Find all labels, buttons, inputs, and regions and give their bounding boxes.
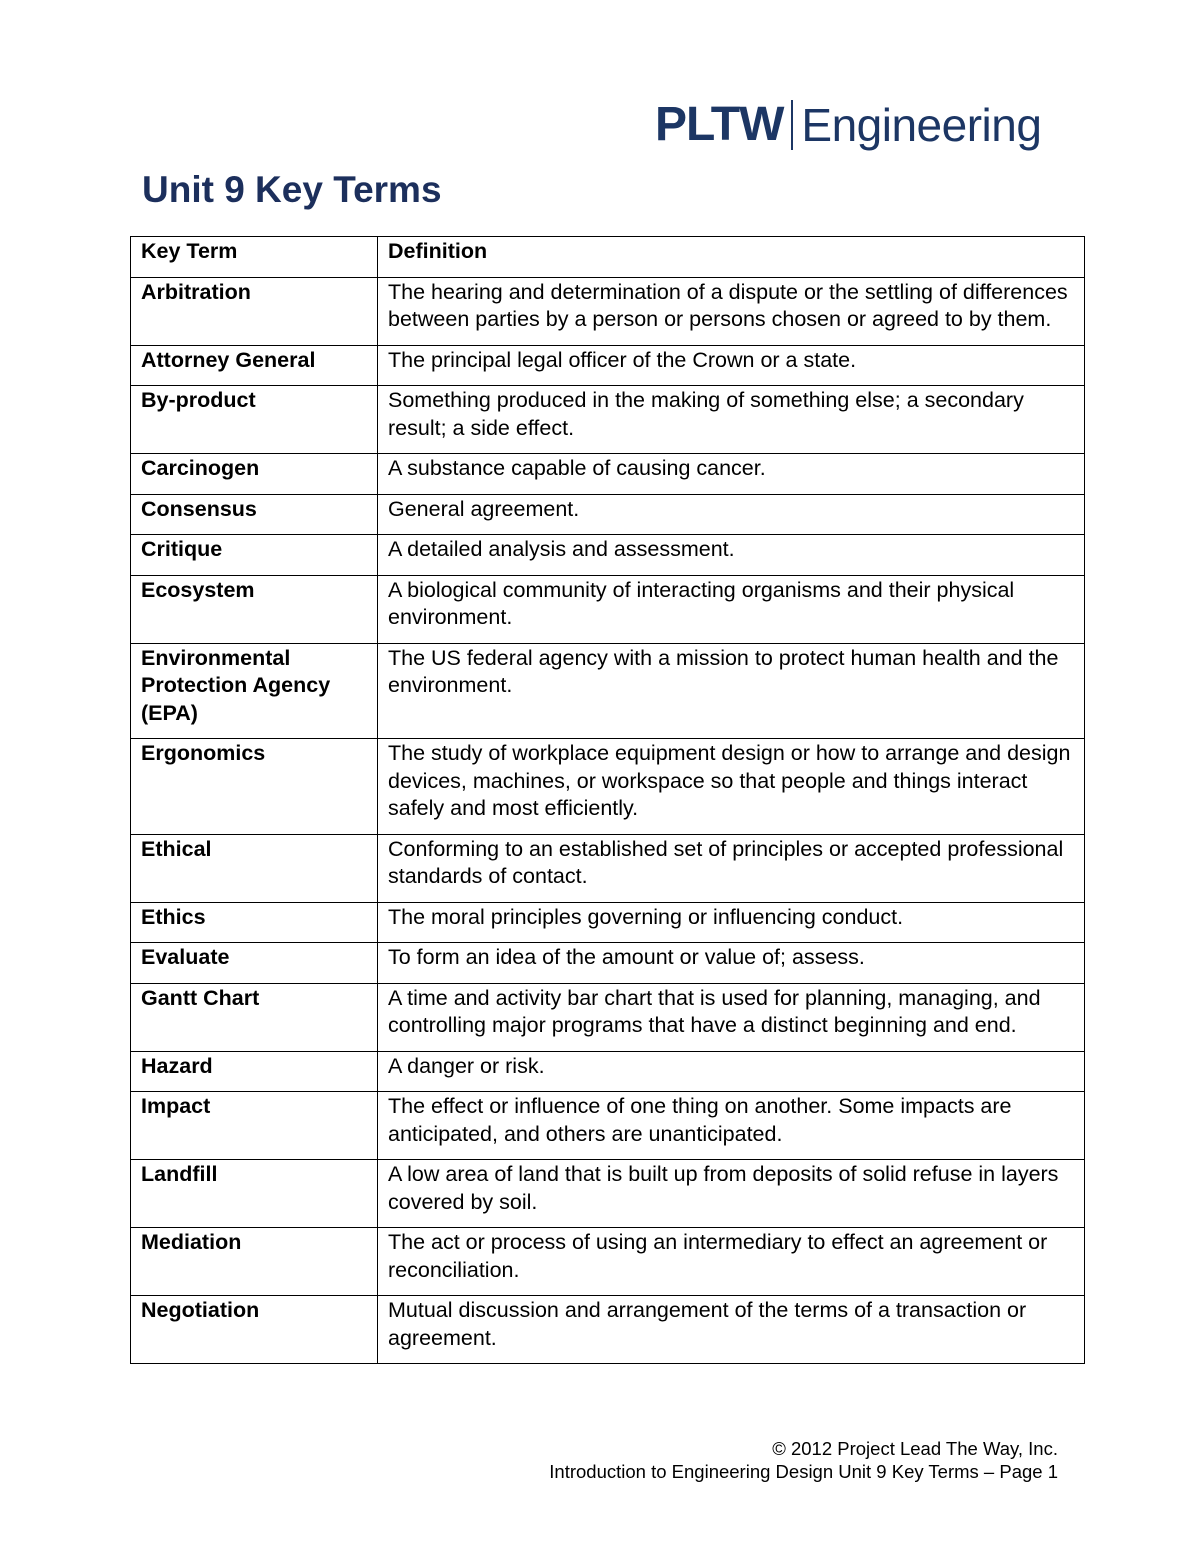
table-row bbox=[131, 943, 1085, 984]
table-row bbox=[131, 386, 1085, 454]
page-footer bbox=[549, 1437, 1058, 1483]
definition-cell: A detailed analysis and assessment. bbox=[378, 535, 1085, 576]
definition-cell: Something produced in the making of something else; a secondary result; a side effect. bbox=[378, 386, 1085, 454]
table-body bbox=[131, 277, 1085, 1364]
pltw-engineering-logo bbox=[655, 96, 1041, 154]
table-row bbox=[131, 277, 1085, 345]
definition-cell: Mutual discussion and arrangement of the terms of a transaction or agreement. bbox=[378, 1296, 1085, 1364]
key-term-cell: Arbitration bbox=[131, 277, 378, 345]
key-term-cell: By-product bbox=[131, 386, 378, 454]
definition-cell: The effect or influence of one thing on another. Some impacts are anticipated, and others are unanticipated. bbox=[378, 1092, 1085, 1160]
key-term-cell: Ethics bbox=[131, 902, 378, 943]
table-row bbox=[131, 535, 1085, 576]
table-row bbox=[131, 834, 1085, 902]
logo-mark: PLTW bbox=[655, 98, 784, 151]
definition-cell: The study of workplace equipment design or how to arrange and design devices, machines, or workspace so that people and things interact safely and most efficiently. bbox=[378, 739, 1085, 835]
table-row bbox=[131, 1092, 1085, 1160]
table-row bbox=[131, 345, 1085, 386]
definition-cell: The principal legal officer of the Crown or a state. bbox=[378, 345, 1085, 386]
definition-cell: A time and activity bar chart that is used for planning, managing, and controlling major programs that have a distinct beginning and end. bbox=[378, 983, 1085, 1051]
key-term-cell: Evaluate bbox=[131, 943, 378, 984]
definition-cell: General agreement. bbox=[378, 494, 1085, 535]
definition-cell: The hearing and determination of a dispute or the settling of differences between parties by a person or persons chosen or agreed to by them. bbox=[378, 277, 1085, 345]
key-term-cell: Gantt Chart bbox=[131, 983, 378, 1051]
definition-cell: A substance capable of causing cancer. bbox=[378, 454, 1085, 495]
definition-cell: To form an idea of the amount or value of; assess. bbox=[378, 943, 1085, 984]
key-term-cell: Ecosystem bbox=[131, 575, 378, 643]
table-header-row bbox=[131, 237, 1085, 278]
definition-cell: Conforming to an established set of principles or accepted professional standards of contact. bbox=[378, 834, 1085, 902]
table-row bbox=[131, 1228, 1085, 1296]
table-row bbox=[131, 494, 1085, 535]
table-row bbox=[131, 454, 1085, 495]
table-row bbox=[131, 1051, 1085, 1092]
table-row bbox=[131, 643, 1085, 739]
definition-cell: A low area of land that is built up from deposits of solid refuse in layers covered by soil. bbox=[378, 1160, 1085, 1228]
definition-cell: The US federal agency with a mission to protect human health and the environment. bbox=[378, 643, 1085, 739]
key-term-cell: Impact bbox=[131, 1092, 378, 1160]
logo-divider bbox=[791, 100, 793, 150]
key-term-cell: Hazard bbox=[131, 1051, 378, 1092]
table-row bbox=[131, 983, 1085, 1051]
key-terms-table bbox=[130, 236, 1085, 1364]
column-header-key-term: Key Term bbox=[131, 237, 378, 278]
definition-cell: A danger or risk. bbox=[378, 1051, 1085, 1092]
key-term-cell: Critique bbox=[131, 535, 378, 576]
table-row bbox=[131, 1296, 1085, 1364]
table-row bbox=[131, 739, 1085, 835]
logo-word: Engineering bbox=[801, 99, 1042, 151]
column-header-definition: Definition bbox=[378, 237, 1085, 278]
table-row bbox=[131, 1160, 1085, 1228]
table-row bbox=[131, 902, 1085, 943]
key-term-cell: Ergonomics bbox=[131, 739, 378, 835]
key-term-cell: Carcinogen bbox=[131, 454, 378, 495]
page-title: Unit 9 Key Terms bbox=[142, 169, 442, 210]
key-term-cell: Negotiation bbox=[131, 1296, 378, 1364]
definition-cell: A biological community of interacting organisms and their physical environment. bbox=[378, 575, 1085, 643]
key-term-cell: Mediation bbox=[131, 1228, 378, 1296]
key-term-cell: Landfill bbox=[131, 1160, 378, 1228]
key-term-cell: Consensus bbox=[131, 494, 378, 535]
definition-cell: The moral principles governing or influencing conduct. bbox=[378, 902, 1085, 943]
key-term-cell: Attorney General bbox=[131, 345, 378, 386]
definition-cell: The act or process of using an intermediary to effect an agreement or reconciliation. bbox=[378, 1228, 1085, 1296]
footer-copyright: © 2012 Project Lead The Way, Inc. bbox=[772, 1438, 1058, 1459]
key-term-cell: Ethical bbox=[131, 834, 378, 902]
key-term-cell: Environmental Protection Agency (EPA) bbox=[131, 643, 378, 739]
footer-page-info: Introduction to Engineering Design Unit 9 Key Terms – Page 1 bbox=[549, 1461, 1058, 1482]
table-row bbox=[131, 575, 1085, 643]
